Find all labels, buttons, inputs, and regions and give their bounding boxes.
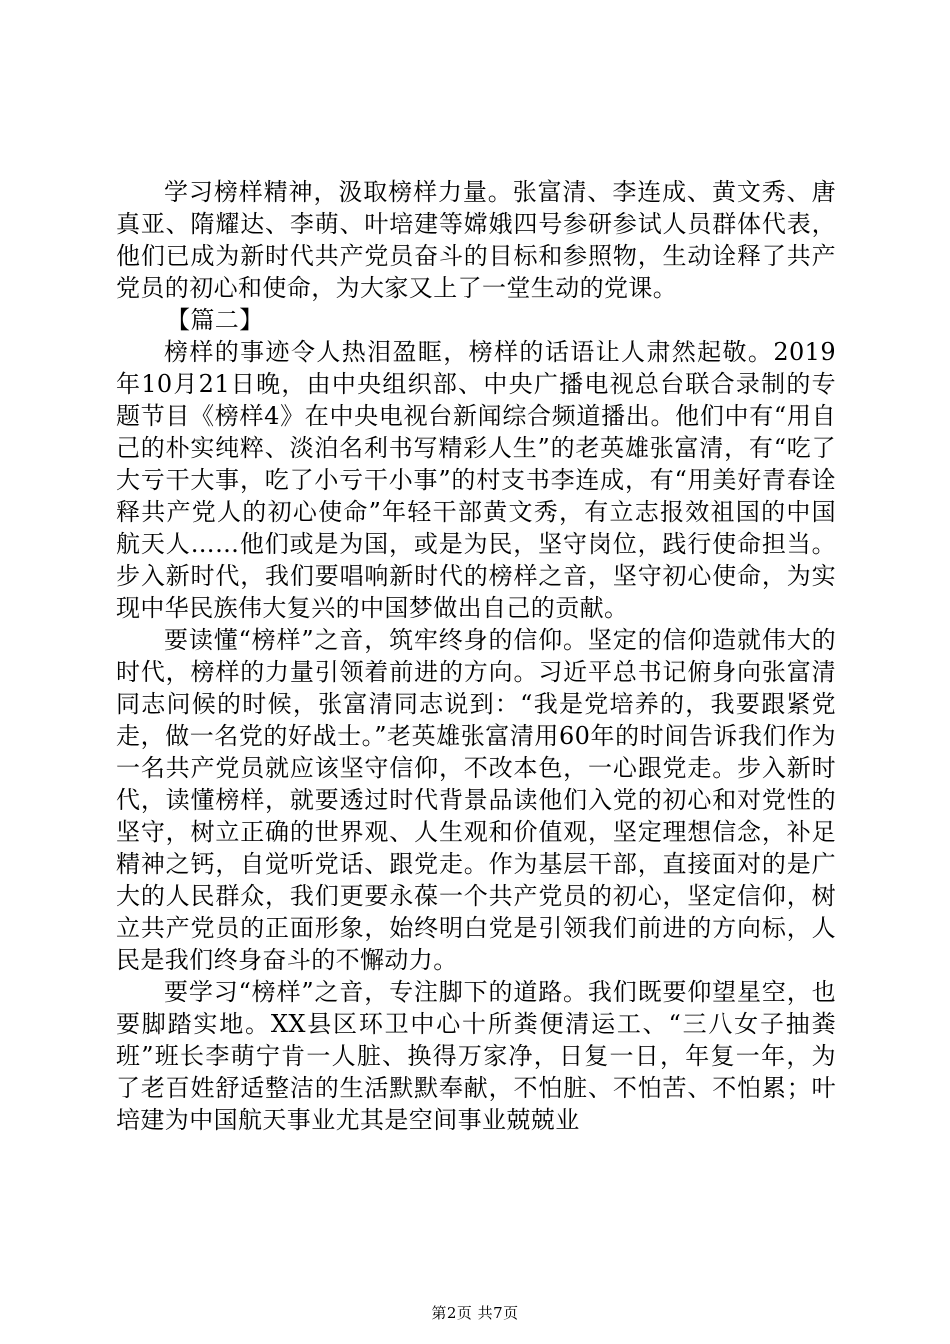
section-heading: 【篇二】 xyxy=(166,306,264,334)
paragraph-3: 要学习“榜样”之音，专注脚下的道路。我们既要仰望星空，也要脚踏实地。XX县区环卫中心十所粪便清运工、“三八女子抽粪班”班长李萌宁肯一人脏、换得万家净，日复一日，年复一年，为了老百姓舒适整洁的生活默默奉献，不怕脏、不怕苦、不怕累；叶培建为中国航天事业尤其是空间事业兢兢业 xyxy=(116,978,836,1134)
document-body xyxy=(116,176,836,1136)
paragraph-2: 要读懂“榜样”之音，筑牢终身的信仰。坚定的信仰造就伟大的时代，榜样的力量引领着前进的方向。习近平总书记俯身向张富清同志问候的时候，张富清同志说到：“我是党培养的，我要跟紧党走，做一名党的好战士。”老英雄张富清用60年的时间告诉我们作为一名共产党员就应该坚守信仰，不改本色，一心跟党走。步入新时代，读懂榜样，就要透过时代背景品读他们入党的初心和对党性的坚守，树立正确的世界观、人生观和价值观，坚定理想信念，补足精神之钙，自觉听党话、跟党走。作为基层干部，直接面对的是广大的人民群众，我们更要永葆一个共产党员的初心，坚定信仰，树立共产党员的正面形象，始终明白党是引领我们前进的方向标，人民是我们终身奋斗的不懈动力。 xyxy=(116,626,836,974)
paragraph-1: 榜样的事迹令人热泪盈眶，榜样的话语让人肃然起敬。2019年10月21日晚，由中央组织部、中央广播电视总台联合录制的专题节目《榜样4》在中央电视台新闻综合频道播出。他们中有“用自己的朴实纯粹、淡泊名利书写精彩人生”的老英雄张富清，有“吃了大亏干大事，吃了小亏干小事”的村支书李连成，有“用美好青春诠释共产党人的初心使命”年轻干部黄文秀，有立志报效祖国的中国航天人……他们或是为国，或是为民，坚守岗位，践行使命担当。步入新时代，我们要唱响新时代的榜样之音，坚守初心使命，为实现中华民族伟大复兴的中国梦做出自己的贡献。 xyxy=(116,338,836,622)
paragraph-intro: 学习榜样精神，汲取榜样力量。张富清、李连成、黄文秀、唐真亚、隋耀达、李萌、叶培建等嫦娥四号参研参试人员群体代表，他们已成为新时代共产党员奋斗的目标和参照物，生动诠释了共产党员的初心和使命，为大家又上了一堂生动的党课。 xyxy=(116,178,836,302)
page-number-footer: 第2页 共7页 xyxy=(431,1304,519,1322)
